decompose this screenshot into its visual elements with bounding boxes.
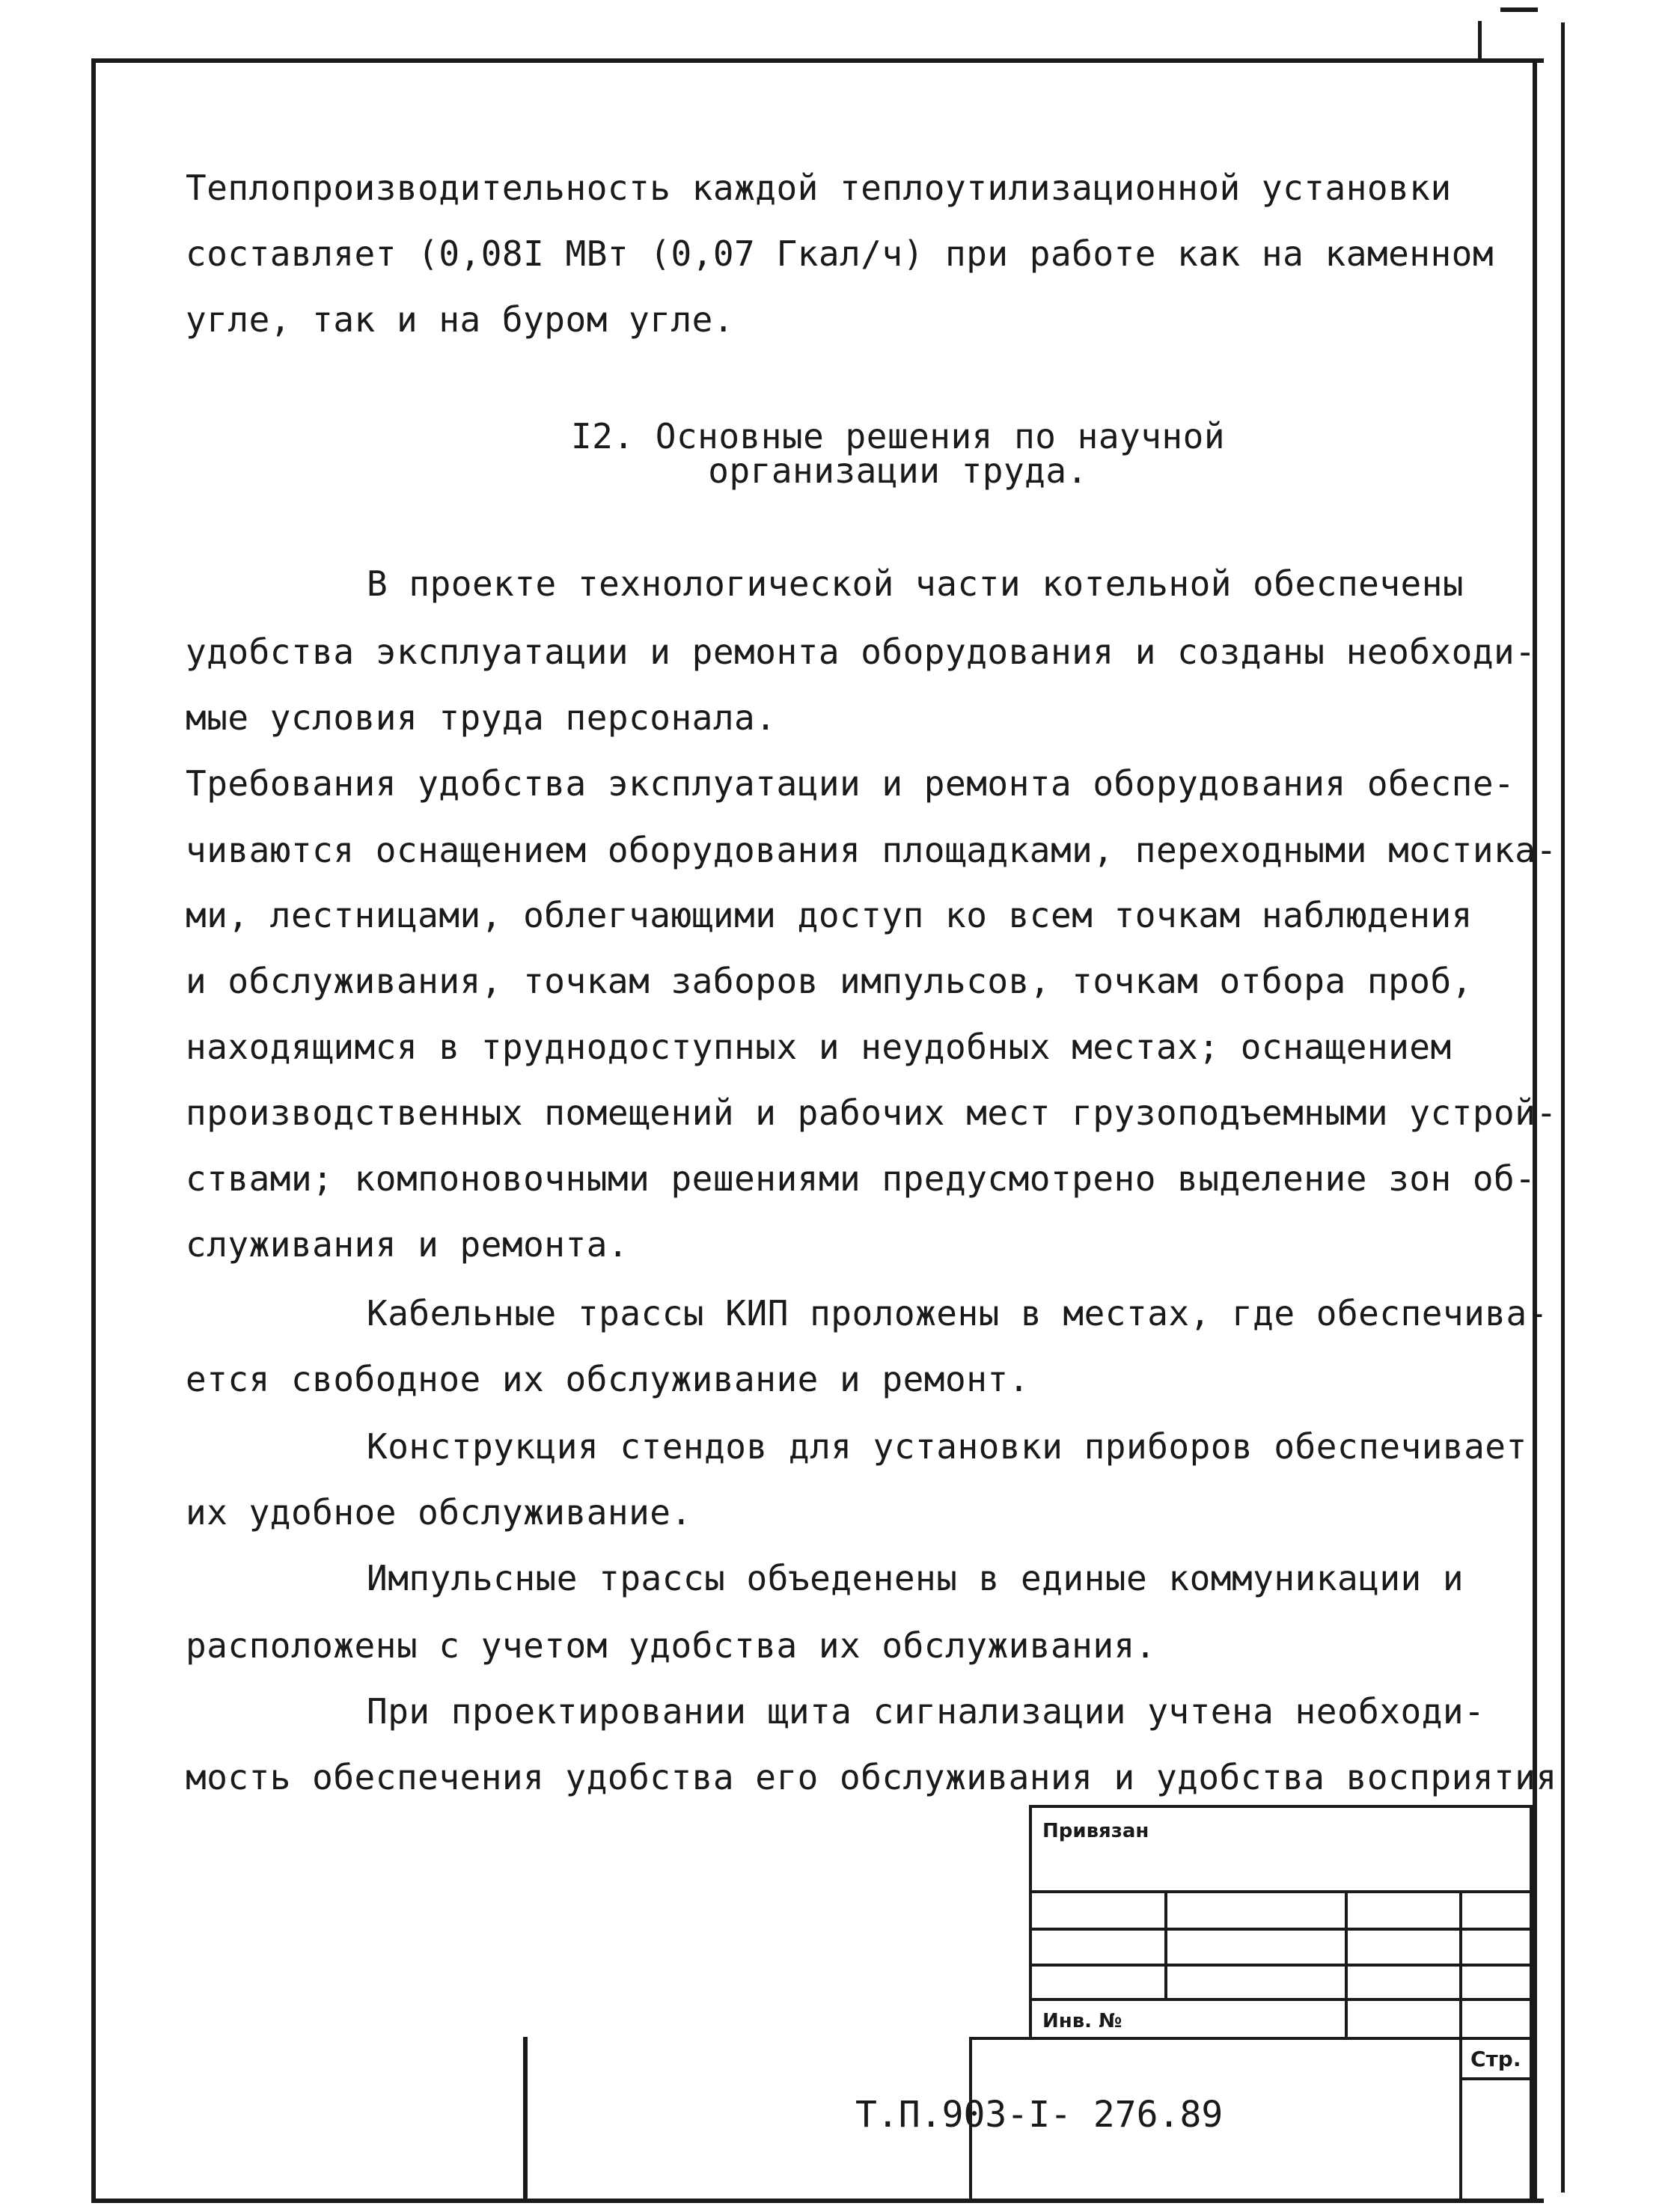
- text-line: и обслуживания, точкам заборов импульсов, точкам отбора проб,: [186, 961, 1473, 1001]
- text-line: ствами; компоновочными решениями предусмотрено выделение зон об-: [186, 1158, 1536, 1199]
- stamp-grid-cell: [1345, 1890, 1462, 1931]
- text-line: чиваются оснащением оборудования площадками, переходными мостика-: [186, 830, 1557, 870]
- stamp-grid-cell: [1459, 1928, 1533, 1967]
- stamp-grid-cell: [1029, 1890, 1167, 1931]
- text-line: расположены с учетом удобства их обслуживания.: [186, 1625, 1156, 1666]
- stamp-grid-cell: [1164, 1890, 1348, 1931]
- title-block-stamp: [855, 1805, 1533, 2203]
- doc-code-left-border: [523, 2037, 528, 2203]
- stamp-grid-cell: [1459, 1964, 1533, 2001]
- privyazan-label: Привязан: [1042, 1820, 1149, 1842]
- text-line: служивания и ремонта.: [186, 1224, 629, 1265]
- text-line: производственных помещений и рабочих мест грузоподъемными устрой-: [186, 1093, 1557, 1133]
- text-line: Конструкция стендов для установки приборов обеспечивает: [367, 1426, 1527, 1467]
- inv-no-label: Инв. №: [1042, 2010, 1122, 2032]
- stamp-grid-cell: [1459, 1998, 1533, 2040]
- stamp-grid-cell: [1345, 1964, 1462, 2001]
- page-number-cell: [1459, 2077, 1533, 2203]
- text-line: При проектировании щита сигнализации учтена необходи-: [367, 1691, 1485, 1732]
- text-line: Импульсные трассы объеденены в единые коммуникации и: [367, 1558, 1464, 1598]
- text-line: Кабельные трассы КИП проложены в местах, где обеспечива-: [367, 1293, 1548, 1333]
- stamp-grid-cell: [1029, 1928, 1167, 1967]
- text-line: составляет (0,08I МВт (0,07 Гкал/ч) при работе как на каменном: [186, 233, 1494, 274]
- stamp-grid-cell: [1029, 1964, 1167, 2001]
- text-line: ется свободное их обслуживание и ремонт.: [186, 1359, 1030, 1399]
- section-heading: I2. Основные решения по научной: [570, 416, 1226, 456]
- stamp-grid-cell: [1459, 1890, 1533, 1931]
- stamp-grid-cell: [1164, 1928, 1348, 1967]
- text-line: находящимся в труднодоступных и неудобных местах; оснащением: [186, 1027, 1452, 1067]
- text-line: мость обеспечения удобства его обслуживания и удобства восприятия: [186, 1757, 1557, 1797]
- privyazan-cell: [1029, 1805, 1533, 1893]
- stamp-grid-cell: [1164, 1964, 1348, 2001]
- text-line: угле, так и на буром угле.: [186, 299, 735, 340]
- section-heading: организации труда.: [708, 450, 1088, 491]
- text-line: удобства эксплуатации и ремонта оборудования и созданы необходи-: [186, 632, 1536, 672]
- text-line: Требования удобства эксплуатации и ремонта оборудования обеспе-: [186, 763, 1515, 804]
- document-code: Т.П.903-I- 276.89: [855, 2094, 1224, 2136]
- text-line: мые условия труда персонала.: [186, 697, 777, 738]
- text-line: Теплопроизводительность каждой теплоутилизационной установки: [186, 168, 1452, 208]
- stamp-grid-cell: [1345, 1998, 1462, 2040]
- text-line: В проекте технологической части котельной обеспечены: [367, 563, 1464, 604]
- page-label: Стр.: [1470, 2047, 1521, 2071]
- text-line: ми, лестницами, облегчающими доступ ко всем точкам наблюдения: [186, 895, 1473, 935]
- stamp-grid-cell: [1345, 1928, 1462, 1967]
- text-line: их удобное обслуживание.: [186, 1492, 692, 1533]
